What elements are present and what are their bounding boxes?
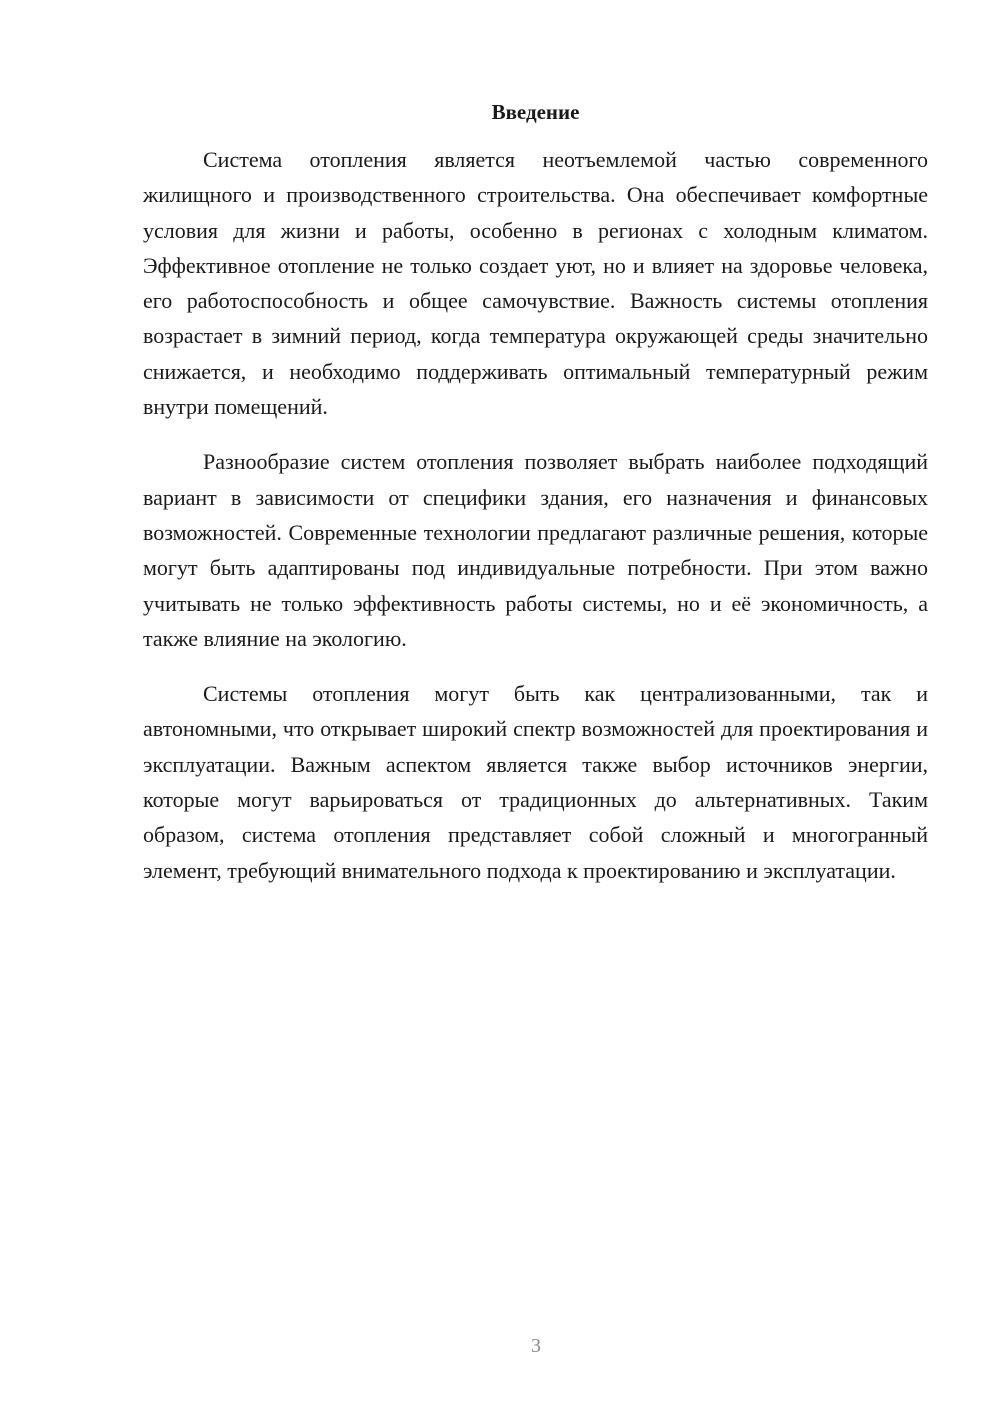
- paragraph-2: Разнообразие систем отопления позволяет выбрать наиболее подходящий вариант в зависимости от специфики здания, его назначения и финансовых возможностей. Современные технологии предлагают различные решения, которые могут быть адаптированы под индивидуальные потребности. При этом важно учитывать не только эффективность работы системы, но и её экономичность, а также влияние на экологию.: [143, 449, 928, 651]
- section-title: Введение: [491, 100, 580, 124]
- page-number: 3: [531, 1335, 541, 1357]
- paragraph-1: Система отопления является неотъемлемой частью современного жилищного и производственного строительства. Она обеспечивает комфортные условия для жизни и работы, особенно в регионах с холодным климатом. Эффективное отопление не только создает уют, но и влияет на здоровье человека, его работоспособность и общее самочувствие. Важность системы отопления возрастает в зимний период, когда температура окружающей среды значительно снижается, и необходимо поддерживать оптимальный температурный режим внутри помещений.: [143, 147, 928, 420]
- body-text: [143, 142, 928, 908]
- paragraph-3: Системы отопления могут быть как централизованными, так и автономными, что открывает широкий спектр возможностей для проектирования и эксплуатации. Важным аспектом является также выбор источников энергии, которые могут варьироваться от традиционных до альтернативных. Таким образом, система отопления представляет собой сложный и многогранный элемент, требующий внимательного подхода к проектированию и эксплуатации.: [143, 681, 928, 883]
